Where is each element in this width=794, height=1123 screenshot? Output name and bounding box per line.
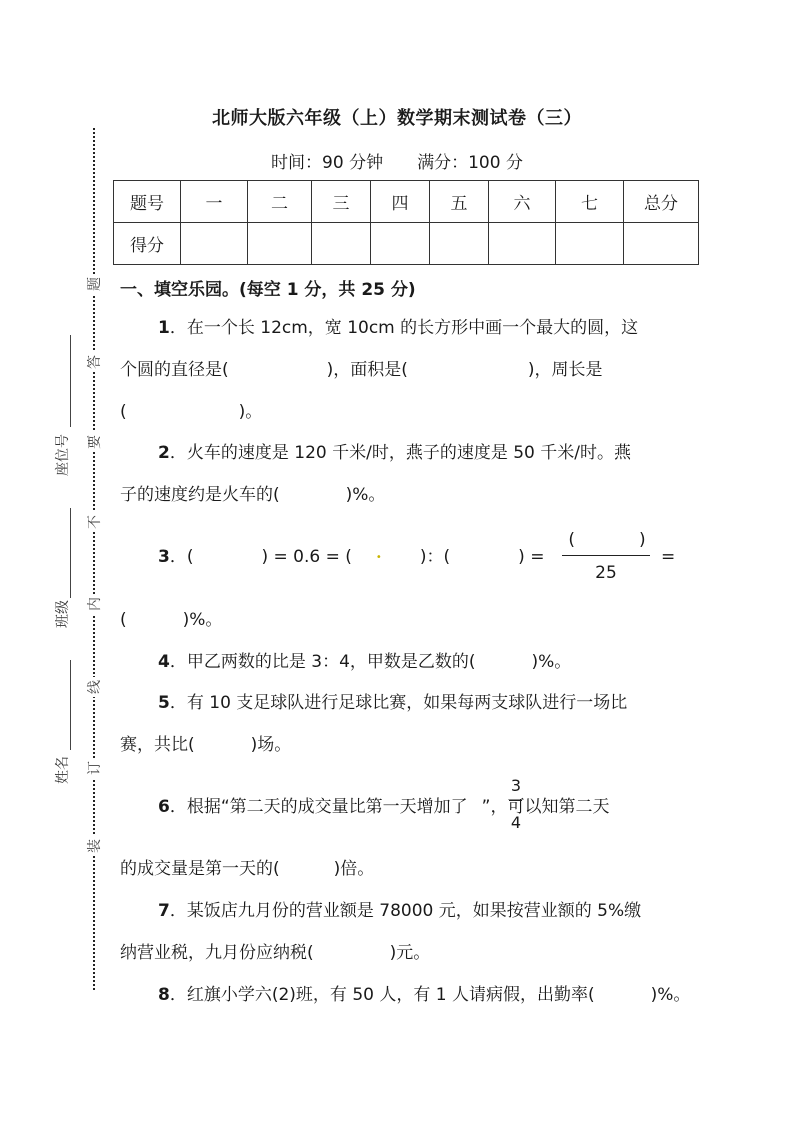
score-cell[interactable]	[371, 223, 430, 265]
question-number: 3	[158, 547, 170, 567]
binding-word: 订	[86, 758, 102, 778]
score-cell[interactable]	[248, 223, 312, 265]
question-5-line-1: 5．有 10 支足球队进行足球比赛，如果每两支球队进行一场比	[158, 693, 628, 713]
question-5-line-2: 赛，共比( )场。	[120, 735, 292, 755]
question-1-line-3: ( )。	[120, 402, 263, 422]
question-8-line-1: 8．红旗小学六(2)班，有 50 人，有 1 人请病假，出勤率( )%。	[158, 985, 691, 1005]
question-1-line-1: 1．在一个长 12cm，宽 10cm 的长方形中画一个最大的圆，这	[158, 318, 639, 338]
table-cell: 总分	[624, 181, 699, 223]
seat-number-field[interactable]	[70, 335, 71, 427]
question-6-line-1: 6．根据“第二天的成交量比第一天增加了 ”，可以知第二天	[158, 797, 610, 817]
answer-blank[interactable]: •	[375, 552, 382, 563]
question-number: 5	[158, 693, 170, 713]
table-score-row	[114, 223, 699, 265]
table-cell: 三	[312, 181, 371, 223]
question-7-line-2: 纳营业税，九月份应纳税( )元。	[120, 943, 431, 963]
table-cell: 一	[181, 181, 248, 223]
question-4-line-1: 4．甲乙两数的比是 3：4，甲数是乙数的( )%。	[158, 652, 572, 672]
seat-number-label: 座位号	[55, 434, 71, 476]
question-2-line-2: 子的速度约是火车的( )%。	[120, 485, 386, 505]
exam-meta	[0, 148, 794, 173]
question-number: 2	[158, 443, 170, 463]
name-label: 姓名	[55, 756, 71, 784]
section-title: 一、填空乐园。(每空 1 分，共 25 分)	[120, 280, 416, 300]
score-cell[interactable]	[181, 223, 248, 265]
table-cell: 二	[248, 181, 312, 223]
score-cell[interactable]	[489, 223, 556, 265]
binding-word: 答	[86, 352, 102, 372]
fraction-bar	[509, 800, 522, 801]
question-6-line-2: 的成交量是第一天的( )倍。	[120, 859, 375, 879]
binding-dotted-line	[93, 128, 95, 990]
question-number: 4	[158, 652, 170, 672]
table-cell: 五	[430, 181, 489, 223]
fraction-numerator: ( )	[568, 530, 646, 550]
equals-sign: =	[661, 547, 676, 567]
question-7-line-1: 7．某饭店九月份的营业额是 78000 元，如果按营业额的 5%缴	[158, 901, 642, 921]
score-cell[interactable]	[556, 223, 624, 265]
time-label: 时间：90 分钟	[271, 153, 384, 173]
question-number: 6	[158, 797, 170, 817]
table-header-row	[114, 181, 699, 223]
binding-word: 要	[86, 432, 102, 452]
name-field[interactable]	[70, 660, 71, 750]
fraction-denominator: 25	[595, 563, 617, 583]
question-3-line-2: ( )%。	[120, 610, 223, 630]
question-3-line-1: 3．( ) = 0.6 = ( • )：( ) =	[158, 545, 544, 572]
table-cell: 六	[489, 181, 556, 223]
score-label: 满分：100 分	[417, 153, 523, 173]
table-cell: 七	[556, 181, 624, 223]
binding-word: 内	[86, 594, 102, 614]
table-cell: 题号	[114, 181, 181, 223]
score-cell[interactable]	[430, 223, 489, 265]
question-number: 7	[158, 901, 170, 921]
table-cell: 得分	[114, 223, 181, 265]
score-table	[113, 180, 699, 265]
question-2-line-1: 2．火车的速度是 120 千米/时，燕子的速度是 50 千米/时。燕	[158, 443, 631, 463]
fraction-numerator: 3	[510, 776, 522, 795]
binding-word: 题	[86, 274, 102, 294]
binding-word: 装	[86, 836, 102, 856]
class-label: 班级	[55, 600, 71, 628]
table-cell: 四	[371, 181, 430, 223]
binding-word: 线	[86, 677, 102, 697]
binding-word: 不	[86, 512, 102, 532]
page-title: 北师大版六年级（上）数学期末测试卷（三）	[212, 108, 582, 129]
question-number: 8	[158, 985, 170, 1005]
fraction-denominator: 4	[510, 813, 522, 832]
score-cell[interactable]	[312, 223, 371, 265]
question-1-line-2: 个圆的直径是( )，面积是( )，周长是	[120, 360, 603, 380]
question-number: 1	[158, 318, 170, 338]
class-field[interactable]	[70, 508, 71, 598]
score-cell[interactable]	[624, 223, 699, 265]
fraction-bar	[562, 555, 650, 556]
